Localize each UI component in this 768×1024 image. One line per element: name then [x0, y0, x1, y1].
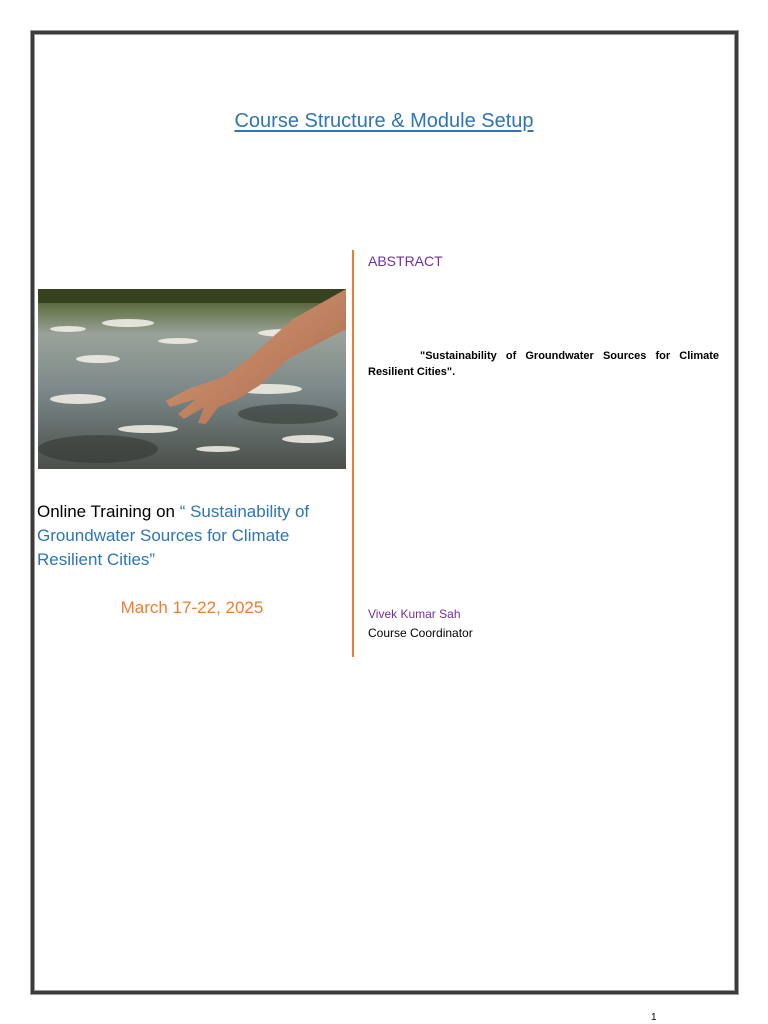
author-name: Vivek Kumar Sah: [368, 607, 461, 621]
document-title: Course Structure & Module Setup: [234, 110, 534, 132]
page-number: 1: [651, 1012, 657, 1023]
training-date: March 17-22, 2025: [120, 598, 264, 617]
hand-in-water-image: [38, 289, 346, 469]
abstract-body: "Sustainability of Groundwater Sources for Climate Resilient Cities".: [368, 350, 719, 378]
training-prefix: Online Training on: [37, 502, 180, 521]
author-role: Course Coordinator: [368, 626, 473, 640]
training-topic: “ Sustainability of Groundwater Sources for Climate Resilient Cities”: [37, 502, 310, 569]
training-description: [37, 500, 347, 572]
vertical-divider: [352, 250, 354, 657]
abstract-heading: ABSTRACT: [368, 253, 443, 269]
